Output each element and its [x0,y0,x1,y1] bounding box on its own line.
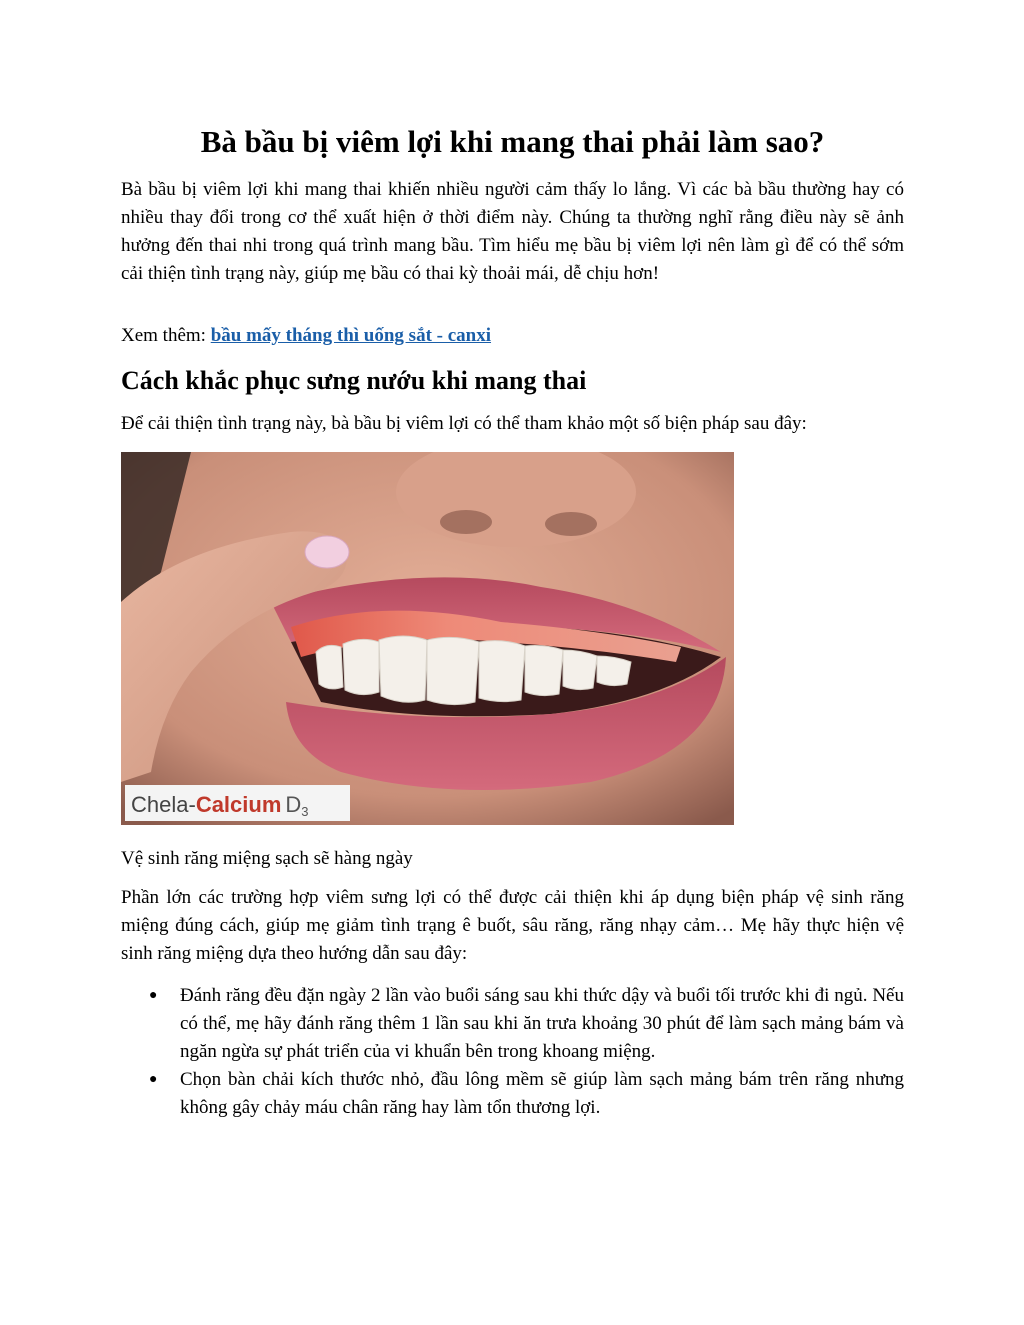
steps-list [121,982,904,1122]
list-item [121,1066,904,1122]
see-more-link[interactable]: bầu mấy tháng thì uống sắt - canxi [210,325,492,346]
gum-inflammation-photo [121,452,734,825]
lead-paragraph: Để cải thiện tình trạng này, bà bầu bị viêm lợi có thể tham khảo một số biện pháp sau đây: [121,413,807,434]
watermark-text: Chela-Calcium D3 [131,792,309,819]
bullet-icon: ● [149,1072,158,1087]
list-item-text: Đánh răng đều đặn ngày 2 lần vào buổi sáng sau khi thức dậy và buổi tối trước khi đi ngủ. Nếu có thể, mẹ hãy đánh răng thêm 1 lần sau khi ăn trưa khoảng 30 phút để làm sạch mảng bám và ngăn ngừa sự phát triển của vi khuẩn bên trong khoang miệng. [180,985,904,1062]
photo-illustration [121,452,734,825]
list-item-text: Chọn bàn chải kích thước nhỏ, đầu lông mềm sẽ giúp làm sạch mảng bám trên răng nhưng không gây chảy máu chân răng hay làm tổn thương lợi. [180,1069,904,1118]
image-caption: Vệ sinh răng miệng sạch sẽ hàng ngày [121,848,413,869]
section-heading: Cách khắc phục sưng nướu khi mang thai [121,366,587,395]
body-paragraph: Phần lớn các trường hợp viêm sưng lợi có thể được cải thiện khi áp dụng biện pháp vệ sinh răng miệng đúng cách, giúp mẹ giảm tình trạng ê buốt, sâu răng, răng nhạy cảm… Mẹ hãy thực hiện vệ sinh răng miệng dựa theo hướng dẫn sau đây: [121,887,904,964]
nostril-right [545,512,597,536]
page-title: Bà bầu bị viêm lợi khi mang thai phải làm sao? [200,124,825,159]
nostril-left [440,510,492,534]
see-more-prefix: Xem thêm: [121,325,211,346]
see-more-line [121,322,904,350]
list-item [121,982,904,1066]
bullet-icon: ● [149,988,158,1003]
intro-paragraph: Bà bầu bị viêm lợi khi mang thai khiến nhiều người cảm thấy lo lắng. Vì các bà bầu thường hay có nhiều thay đổi trong cơ thể xuất hiện ở thời điểm này. Chúng ta thường nghĩ rằng điều này sẽ ảnh hưởng đến thai nhi trong quá trình mang bầu. Tìm hiểu mẹ bầu bị viêm lợi nên làm gì để có thể sớm cải thiện tình trạng này, giúp mẹ bầu có thai kỳ thoải mái, dễ chịu hơn! [121,179,904,284]
fingernail [305,536,349,568]
